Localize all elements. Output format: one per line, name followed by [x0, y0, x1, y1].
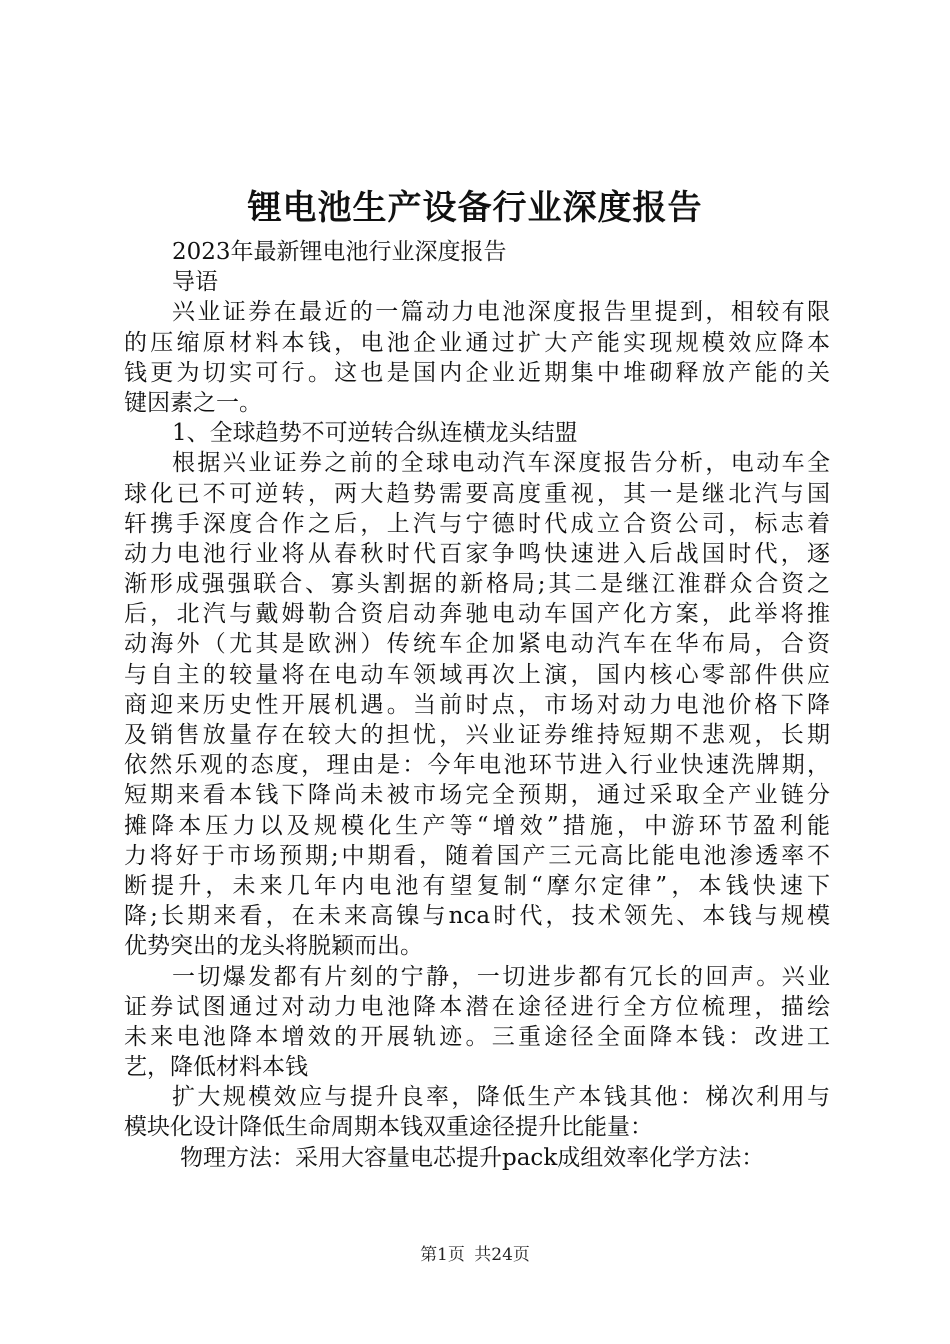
page-total: 共24页 [474, 1245, 530, 1265]
paragraph-line: 艺，降低材料本钱 [124, 1054, 308, 1081]
paragraph-line: 依然乐观的态度，理由是：今年电池环节进入行业快速洗牌期， [124, 752, 830, 779]
paragraph-line: 与自主的较量将在电动车领域再次上演，国内核心零部件供应 [124, 661, 830, 688]
paragraph-line: 轩携手深度合作之后，上汽与宁德时代成立合资公司，标志着 [124, 510, 830, 537]
subtitle-line: 2023年最新锂电池行业深度报告 [172, 239, 507, 265]
paragraph-line: 后，北汽与戴姆勒合资启动奔驰电动车国产化方案，此举将推 [124, 601, 830, 628]
document-body [124, 237, 830, 1173]
paragraph-line: 降;长期来看，在未来高镍与nca时代，技术领先、本钱与规模 [124, 903, 830, 930]
paragraph-line: 兴业证券在最近的一篇动力电池深度报告里提到，相较有限 [172, 299, 830, 326]
document-title: 锂电池生产设备行业深度报告 [247, 188, 703, 228]
paragraph-line: 一切爆发都有片刻的宁静，一切进步都有冗长的回声。兴业 [172, 963, 830, 990]
paragraph-line: 物理方法：采用大容量电芯提升pack成组效率化学方法： [180, 1144, 765, 1171]
paragraph-line: 动力电池行业将从春秋时代百家争鸣快速进入后战国时代，逐 [124, 540, 830, 567]
paragraph-line: 动海外（尤其是欧洲）传统车企加紧电动汽车在华布局，合资 [124, 631, 830, 658]
paragraph-line: 商迎来历史性开展机遇。当前时点，市场对动力电池价格下降 [124, 691, 830, 718]
paragraph-line: 摊降本压力以及规模化生产等“增效”措施，中游环节盈利能 [124, 812, 830, 839]
paragraph-line: 未来电池降本增效的开展轨迹。三重途径全面降本钱：改进工 [124, 1023, 830, 1050]
paragraph-line: 断提升，未来几年内电池有望复制“摩尔定律”，本钱快速下 [124, 872, 830, 899]
paragraph-line: 球化已不可逆转，两大趋势需要高度重视，其一是继北汽与国 [124, 480, 830, 507]
page-number: 第1页 [420, 1245, 465, 1265]
paragraph-line: 的压缩原材料本钱，电池企业通过扩大产能实现规模效应降本 [124, 329, 830, 356]
paragraph-line: 根据兴业证券之前的全球电动汽车深度报告分析，电动车全 [172, 450, 830, 477]
section-heading-1: 1、全球趋势不可逆转合纵连横龙头结盟 [172, 420, 578, 447]
paragraph-line: 及销售放量存在较大的担忧，兴业证券维持短期不悲观，长期 [124, 722, 830, 748]
paragraph-line: 扩大规模效应与提升良率，降低生产本钱其他：梯次利用与 [172, 1084, 830, 1111]
paragraph-line: 短期来看本钱下降尚未被市场完全预期，通过采取全产业链分 [124, 782, 830, 809]
paragraph-line: 钱更为切实可行。这也是国内企业近期集中堆砌释放产能的关 [124, 359, 830, 386]
paragraph-line: 键因素之一。 [124, 389, 262, 416]
paragraph-line: 优势突出的龙头将脱颖而出。 [124, 933, 423, 960]
paragraph-line: 渐形成强强联合、寡头割据的新格局;其二是继江淮群众合资之 [124, 571, 830, 598]
paragraph-line: 力将好于市场预期;中期看，随着国产三元高比能电池渗透率不 [124, 842, 830, 869]
paragraph-line: 模块化设计降低生命周期本钱双重途径提升比能量： [124, 1114, 653, 1141]
section-heading-intro: 导语 [172, 269, 218, 296]
page-footer [0, 1243, 950, 1267]
paragraph-line: 证券试图通过对动力电池降本潜在途径进行全方位梳理，描绘 [124, 993, 830, 1020]
